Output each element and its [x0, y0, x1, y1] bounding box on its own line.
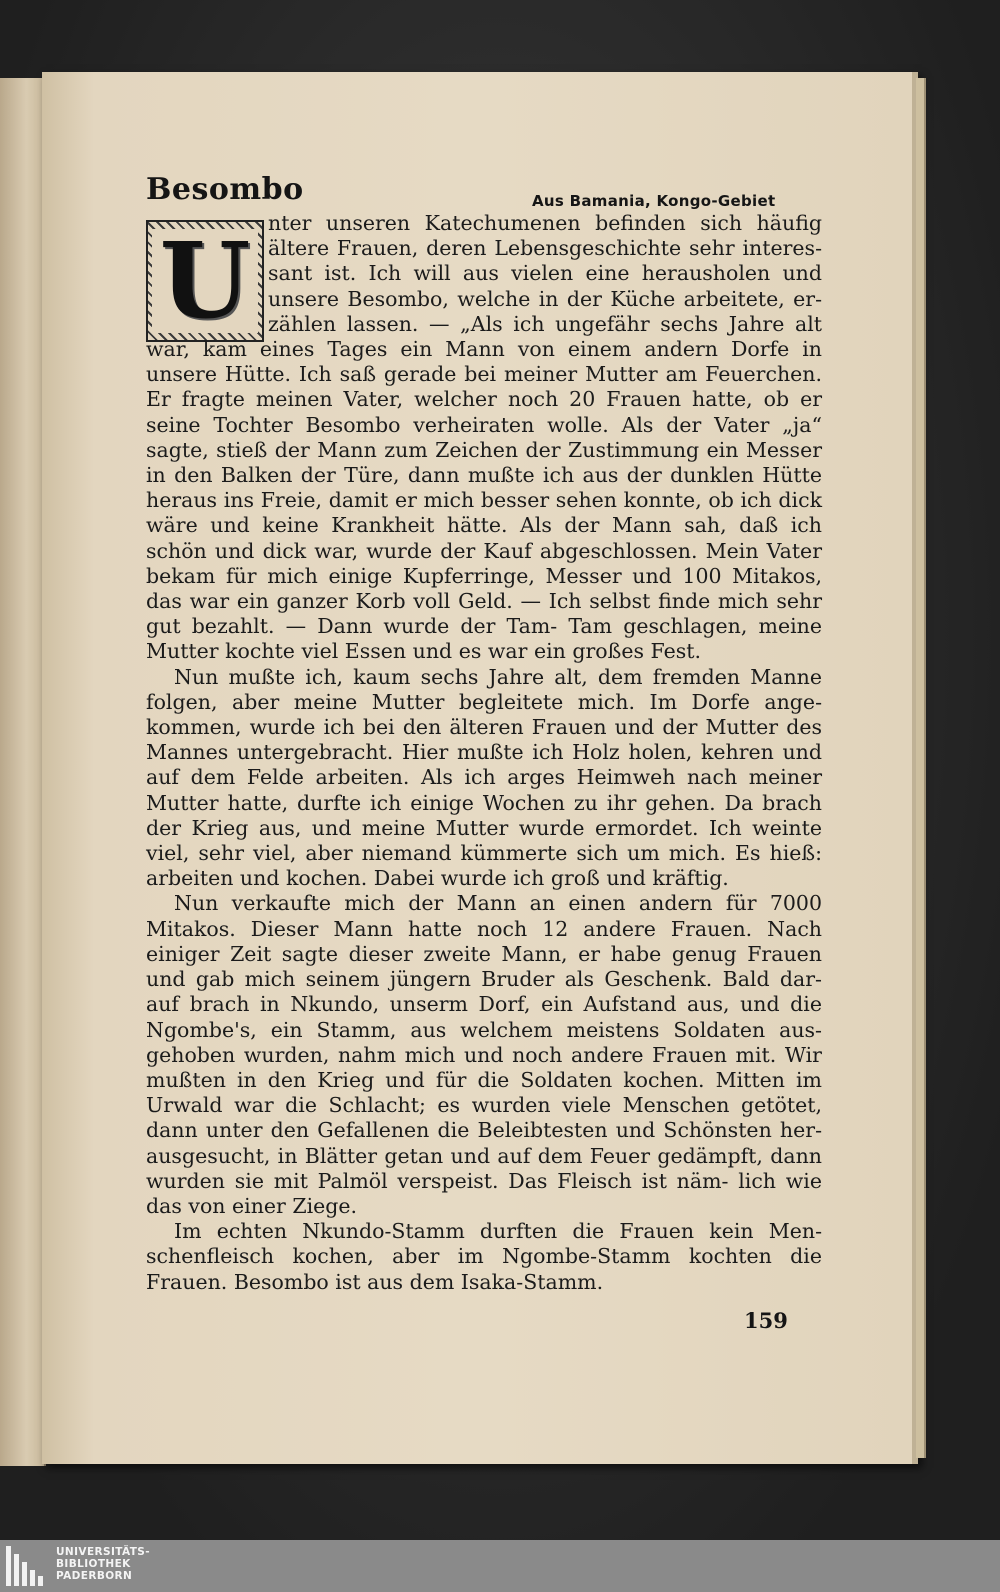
chapter-subtitle: Aus Bamania, Kongo-Gebiet [532, 192, 776, 210]
paragraph-4: Im echten Nkundo-Stamm durften die Frauen kein Men- schenfleisch kochen, aber im Ngombe-Stamm kochten die Frauen. Besombo ist aus dem Isaka-Stamm. [146, 1219, 822, 1294]
paragraph-1-text: nter unseren Katechumenen befinden sich häufig ältere Frauen, deren Lebensgeschichte sehr interes- sant ist. Ich will aus vielen eine herausholen und unsere Besombo, welche in der Küche arbeitete, er- zählen lassen. — „Als ich ungefähr sechs Jahre alt war, kam eines Tages ein Mann von einem andern Dorfe in unsere Hütte. Ich saß gerade bei meiner Mutter am Feuerchen. Er fragte meinen Vater, welcher noch 20 Frauen hatte, ob er seine Tochter Besombo verheiraten wolle. Als der Vater „ja“ sagte, stieß der Mann zum Zeichen der Zustimmung ein Messer in den Balken der Türe, dann mußte ich aus der dunklen Hütte heraus ins Freie, damit er mich besser sehen konnte, ob ich dick wäre und keine Krankheit hätte. Als der Mann sah, daß ich schön und dick war, wurde der Kauf abgeschlossen. Mein Vater bekam für mich einige Kupferringe, Messer und 100 Mitakos, das war ein ganzer Korb voll Geld. — Ich selbst finde mich sehr gut bezahlt. — Dann wurde der Tam- Tam geschlagen, meine Mutter kochte viel Essen und es war ein großes Fest. [146, 211, 822, 664]
library-name-line-3: PADERBORN [56, 1570, 133, 1582]
library-name [56, 1546, 150, 1582]
initial-letter: U [152, 229, 259, 333]
library-name-line-2: BIBLIOTHEK [56, 1558, 131, 1570]
paragraph-1 [146, 211, 822, 665]
article-body [146, 211, 822, 1295]
library-name-line-1: UNIVERSITÄTS- [56, 1546, 151, 1558]
page-stack-edge [916, 78, 926, 1458]
left-page-edge [0, 78, 46, 1466]
paragraph-2: Nun mußte ich, kaum sechs Jahre alt, dem fremden Manne folgen, aber meine Mutter begleitete mich. Im Dorfe ange- kommen, wurde ich bei den älteren Frauen und der Mutter des Mannes untergebracht. Hier mußte ich Holz holen, kehren und auf dem Felde arbeiten. Als ich arges Heimweh nach meiner Mutter hatte, durfte ich einige Wochen zu ihr gehen. Da brach der Krieg aus, und meine Mutter wurde ermordet. Ich weinte viel, sehr viel, aber niemand kümmerte sich um mich. Es hieß: arbeiten und kochen. Dabei wurde ich groß und kräftig. [146, 664, 822, 891]
library-footer-bar [0, 1540, 1000, 1592]
book-page [42, 72, 918, 1464]
page-number: 159 [744, 1308, 788, 1333]
chapter-title: Besombo [146, 172, 304, 207]
library-logo-icon [6, 1546, 50, 1586]
paragraph-3: Nun verkaufte mich der Mann an einen andern für 7000 Mitakos. Dieser Mann hatte noch 12 andere Frauen. Nach einiger Zeit sagte dieser zweite Mann, er habe genug Frauen und gab mich seinem jüngern Bruder als Geschenk. Bald dar- auf brach in Nkundo, unserm Dorf, ein Aufstand aus, und die Ngombe's, ein Stamm, aus welchem meistens Soldaten aus- gehoben wurden, nahm mich und noch andere Frauen mit. Wir mußten in den Krieg und für die Soldaten kochen. Mitten im Urwald war die Schlacht; es wurden viele Menschen getötet, dann unter den Gefallenen die Beleibtesten und Schönsten her- ausgesucht, in Blätter getan und auf dem Feuer gedämpft, dann wurden sie mit Palmöl verspeist. Das Fleisch ist näm- lich wie das von einer Ziege. [146, 891, 822, 1218]
